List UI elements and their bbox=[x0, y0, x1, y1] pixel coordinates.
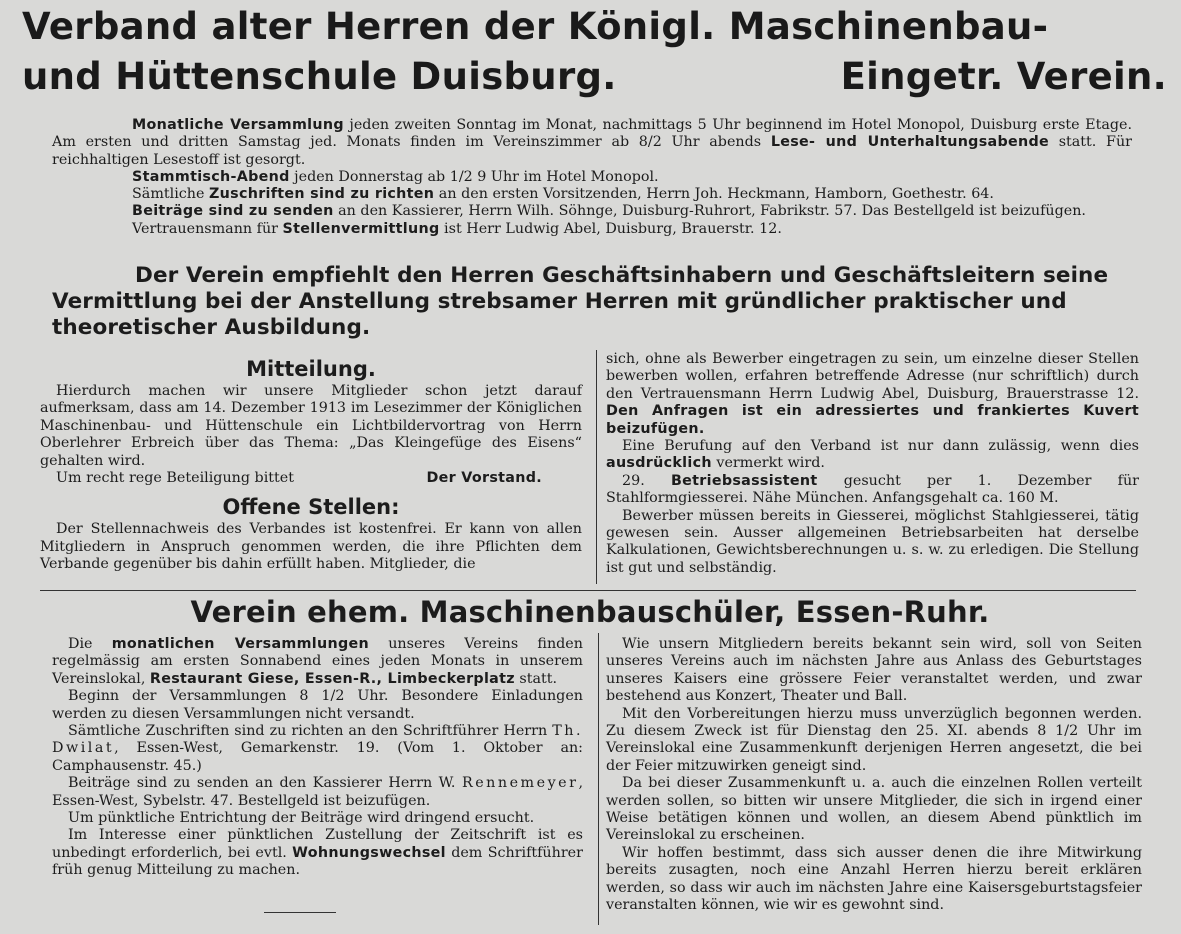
title-line-2-left: und Hüttenschule Duisburg. bbox=[22, 55, 617, 98]
offene-stellen-heading: Offene Stellen: bbox=[222, 495, 400, 520]
roles-paragraph: Da bei dieser Zusammenkunft u. a. auch die einzelnen Rollen verteilt werden sollen, so bitten wir unsere Mitglieder, die sich in irgend einer Weise betätigen können und wollen, an diesem Abend pünktlich im Vereinslokal zu erscheinen. bbox=[606, 775, 1142, 844]
title-line-1: Verband alter Herren der Königl. Maschinenbau- bbox=[22, 5, 1049, 48]
offene-stellen-text: Der Stellennachweis des Verbandes ist kostenfrei. Er kann von allen Mitgliedern in Anspruch genommen werden, die ihre Pflichten dem Verbande gegenüber bis dahin erfüllt haben. Mitglieder, die bbox=[40, 521, 582, 573]
secretary-paragraph: Sämtliche Zuschriften sind zu richten an den Schriftführer Herrn Th. Dwilat, Essen-West, Gemarkenstr. 19. (Vom 1. Oktober an: Camphausenstr. 45.) bbox=[52, 723, 583, 774]
hope-paragraph: Wir hoffen bestimmt, dass sich ausser denen die ihre Mitwirkung bereits zusagten, noch eine Anzahl Herren hierzu bereit erklären werden, so dass wir auch im nächsten Jahre eine Kaisersgeburtstagsfeier veranstalten können, wie wir es gewohnt sind. bbox=[606, 844, 1142, 914]
title-line-2 bbox=[22, 52, 1167, 102]
inquiry-paragraph: sich, ohne als Bewerber eingetragen zu sein, um einzelne dieser Stellen bewerben wollen, erfahren betreffende Adresse (nur schriftlich) durch den Vertrauensmann Herrn Ludwig Abel, Duisburg, Brauerstrasse 12. Den Anfragen ist ein adressiertes und frankiertes Kuvert beizufügen. bbox=[606, 351, 1139, 437]
essen-section-title: Verein ehem. Maschinenbauschüler, Essen-Ruhr. bbox=[190, 595, 990, 629]
mitteilung-text: Hierdurch machen wir unsere Mitglieder schon jetzt darauf aufmerksam, dass am 14. Dezember 1913 im Lesezimmer der Königlichen Maschinenbau- und Hüttenschule ein Lichtbildervortrag von Herrn Oberlehrer Erbreich über das Thema: „Das Kleingefüge des Eisens“ gehalten wird. bbox=[40, 383, 582, 469]
intro-placement-paragraph: Vertrauensmann für Stellenvermittlung ist Herr Ludwig Abel, Duisburg, Brauerstr. 12. bbox=[132, 220, 782, 237]
intro-meeting-paragraph: Monatliche Versammlung jeden zweiten Sonntag im Monat, nachmittags 5 Uhr beginnend im Hotel Monopol, Duisburg erste Etage. Am ersten und dritten Samstag jed. Monats finden im Vereinszimmer ab 8/2 Uhr abends Lese- und Unterhaltungsabende statt. Für reichhaltigen Lesestoff ist gesorgt. bbox=[52, 117, 1133, 168]
column-divider bbox=[596, 350, 597, 584]
address-change-paragraph: Im Interesse einer pünktlichen Zustellung der Zeitschrift ist es unbedingt erforderlich, bei evtl. Wohnungswechsel dem Schriftführer früh genug Mitteilung zu machen. bbox=[52, 827, 583, 879]
end-rule bbox=[264, 912, 336, 913]
intro-stammtisch-paragraph: Stammtisch-Abend jeden Donnerstag ab 1/2 9 Uhr im Hotel Monopol. bbox=[132, 168, 659, 185]
meeting-start-paragraph: Beginn der Versammlungen 8 1/2 Uhr. Besondere Einladungen werden zu diesen Versammlungen nicht versandt. bbox=[52, 688, 583, 722]
treasurer-paragraph: Beiträge sind zu senden an den Kassierer Herrn W. Rennemeyer, Essen-West, Sybelstr. 47. Bestellgeld ist beizufügen. bbox=[52, 775, 583, 809]
right-column-2 bbox=[606, 636, 1142, 915]
mitteilung-heading: Mitteilung. bbox=[246, 357, 376, 381]
section-divider bbox=[40, 590, 1136, 591]
left-column-2 bbox=[52, 636, 583, 880]
job-listing-29: 29. Betriebsassistent gesucht per 1. Dezember für Stahlformgiesserei. Nähe München. Anfangsgehalt ca. 160 M. bbox=[606, 472, 1139, 507]
mitteilung-closing: Um recht rege Beteiligung bittet Der Vorstand. bbox=[56, 470, 542, 487]
job-requirements: Bewerber müssen bereits in Giesserei, möglichst Stahlgiesserei, tätig gewesen sein. Ausser allgemeinen Betriebsarbeiten hat derselbe Kalkulationen, Gewichtsberechnungen u. s. w. zu erledigen. Die Stellung ist gut und selbständig. bbox=[606, 507, 1139, 576]
dues-reminder: Um pünktliche Entrichtung der Beiträge wird dringend ersucht. bbox=[68, 810, 535, 827]
intro-correspondence-paragraph: Sämtliche Zuschriften sind zu richten an den ersten Vorsitzenden, Herrn Joh. Heckmann, Hamborn, Goethestr. 64. bbox=[132, 186, 994, 203]
reference-paragraph: Eine Berufung auf den Verband ist nur dann zulässig, wenn dies ausdrücklich vermerkt wird. bbox=[606, 438, 1139, 472]
preparation-paragraph: Mit den Vorbereitungen hierzu muss unverzüglich begonnen werden. Zu diesem Zweck ist für Dienstag den 25. XI. abends 8 1/2 Uhr im Vereinslokal eine Zusammenkunft derjenigen Herren angesetzt, die bei der Feier mitzuwirken geneigt sind. bbox=[606, 705, 1142, 774]
monthly-meetings-paragraph: Die monatlichen Versammlungen unseres Vereins finden regelmässig am ersten Sonnabend eines jeden Monats in unserem Vereinslokal, Restaurant Giese, Essen-R., Limbeckerplatz statt. bbox=[52, 636, 583, 687]
intro-block bbox=[52, 117, 1132, 238]
signature-vorstand: Der Vorstand. bbox=[426, 470, 542, 487]
column-divider-2 bbox=[598, 633, 599, 925]
page-title bbox=[22, 2, 1167, 102]
left-column-1 bbox=[40, 355, 582, 574]
intro-dues-paragraph: Beiträge sind zu senden an den Kassierer, Herrn Wilh. Söhnge, Duisburg-Ruhrort, Fabrikstr. 57. Das Bestellgeld ist beizufügen. bbox=[132, 203, 1086, 220]
title-line-2-right: Eingetr. Verein. bbox=[840, 55, 1167, 98]
celebration-paragraph: Wie unsern Mitgliedern bereits bekannt sein wird, soll von Seiten unseres Vereins auch im nächsten Jahre aus Anlass des Geburtstages unseres Kaisers eine grössere Feier veranstaltet werden, und zwar bestehend aus Konzert, Theater und Ball. bbox=[606, 636, 1142, 705]
right-column-1 bbox=[606, 351, 1139, 577]
recommendation-notice: Der Verein empfiehlt den Herren Geschäftsinhabern und Geschäftsleitern seine Vermittlung bei der Anstellung strebsamer Herren mit gründlicher praktischer und theoretischer Ausbildung. bbox=[52, 263, 1109, 340]
